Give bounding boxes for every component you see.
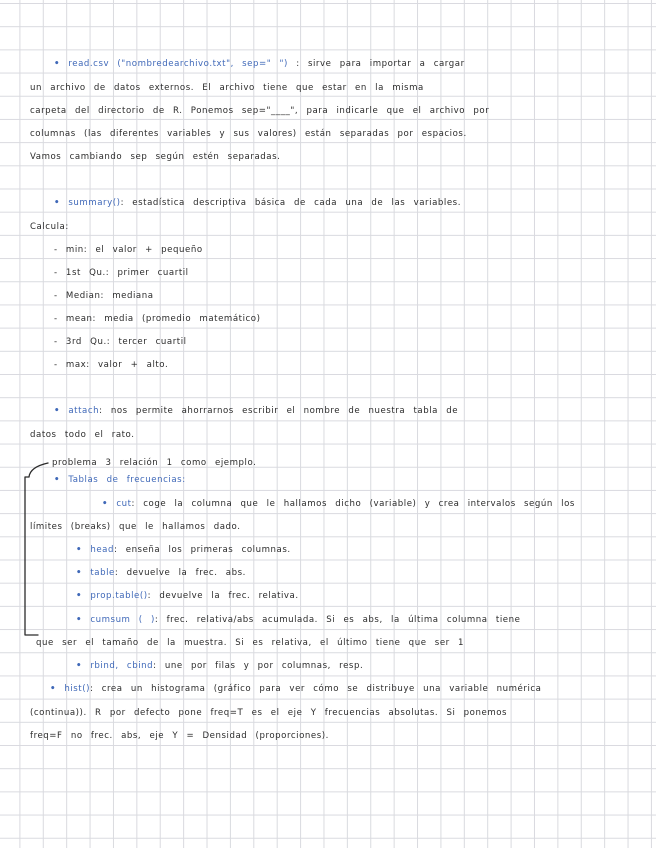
bracket-line: [20, 459, 60, 644]
bullet: •: [50, 684, 57, 694]
description: : devuelve la frec. relativa.: [147, 591, 299, 601]
function-name: head: [90, 545, 114, 555]
table-line: [76, 567, 246, 579]
cumsum-line-2: que ser el tamaño de la muestra. Si es relativa, el último tiene que ser 1: [36, 638, 465, 648]
description: : sirve para importar a cargar: [287, 59, 465, 69]
function-name: hist(): [64, 684, 91, 694]
summary-item: - 1st Qu.: primer cuartil: [54, 268, 189, 278]
cut-line-2: límites (breaks) que le hallamos dado.: [30, 522, 241, 532]
summary-item: - max: valor + alto.: [54, 360, 169, 370]
rbind-line: [76, 660, 363, 672]
bullet: •: [102, 499, 109, 509]
function-name: rbind, cbind: [90, 661, 154, 671]
function-name: summary(): [68, 198, 121, 208]
bullet: •: [76, 661, 83, 671]
function-name: attach: [68, 406, 100, 416]
bullet: •: [54, 59, 61, 69]
read-csv-line-1: [54, 58, 465, 70]
description: : nos permite ahorrarnos escribir el nombre de nuestra tabla de: [99, 406, 459, 416]
description: : une por filas y por columnas, resp.: [153, 661, 364, 671]
cumsum-line-1: [76, 614, 520, 626]
bullet: •: [54, 198, 61, 208]
head-line: [76, 544, 291, 556]
attach-line-2: datos todo el rato.: [30, 430, 135, 440]
summary-item: - Median: mediana: [54, 291, 154, 301]
bullet: •: [76, 545, 83, 555]
hist-line-3: freq=F no frec. abs, eje Y = Densidad (proporciones).: [30, 731, 329, 741]
function-name: read.csv ("nombredearchivo.txt", sep=" "): [68, 59, 288, 69]
summary-line-2: Calcula:: [30, 222, 69, 232]
summary-item: - mean: media (promedio matemático): [54, 314, 261, 324]
tablas-heading: [54, 474, 186, 486]
bullet: •: [76, 615, 83, 625]
hist-line-2: (continua)). R por defecto pone freq=T es el eje Y frecuencias absolutas. Si ponemos: [30, 708, 508, 718]
function-name: prop.table(): [90, 591, 148, 601]
function-name: cumsum ( ): [90, 615, 155, 625]
description: : enseña los primeras columnas.: [114, 545, 291, 555]
function-name: cut: [116, 499, 132, 509]
description: : devuelve la frec. abs.: [114, 568, 246, 578]
description: : estadística descriptiva básica de cada una de las variables.: [120, 198, 461, 208]
hist-line-1: [50, 683, 542, 695]
summary-item: - min: el valor + pequeño: [54, 245, 203, 255]
bullet: •: [54, 475, 61, 485]
section-title: Tablas de frecuencias:: [68, 475, 186, 485]
summary-line-1: [54, 197, 461, 209]
read-csv-line-2: un archivo de datos externos. El archivo tiene que estar en la misma: [30, 83, 424, 93]
description: : crea un histograma (gráfico para ver cómo se distribuye una variable numérica: [90, 684, 542, 694]
description: : frec. relativa/abs acumulada. Si es abs, la última columna tiene: [154, 615, 521, 625]
read-csv-line-4: columnas (las diferentes variables y sus valores) están separadas por espacios.: [30, 129, 467, 139]
read-csv-line-5: Vamos cambiando sep según estén separadas.: [30, 152, 281, 162]
read-csv-line-3: carpeta del directorio de R. Ponemos sep="____", para indicarle que el archivo por: [30, 106, 490, 116]
bullet: •: [76, 568, 83, 578]
bullet: •: [54, 406, 61, 416]
example-note: problema 3 relación 1 como ejemplo.: [52, 458, 257, 468]
bullet: •: [76, 591, 83, 601]
cut-line-1: [102, 498, 575, 510]
prop-table-line: [76, 590, 299, 602]
attach-line-1: [54, 405, 458, 417]
description: : coge la columna que le hallamos dicho (variable) y crea intervalos según los: [131, 499, 575, 509]
function-name: table: [90, 568, 115, 578]
summary-item: - 3rd Qu.: tercer cuartil: [54, 337, 187, 347]
